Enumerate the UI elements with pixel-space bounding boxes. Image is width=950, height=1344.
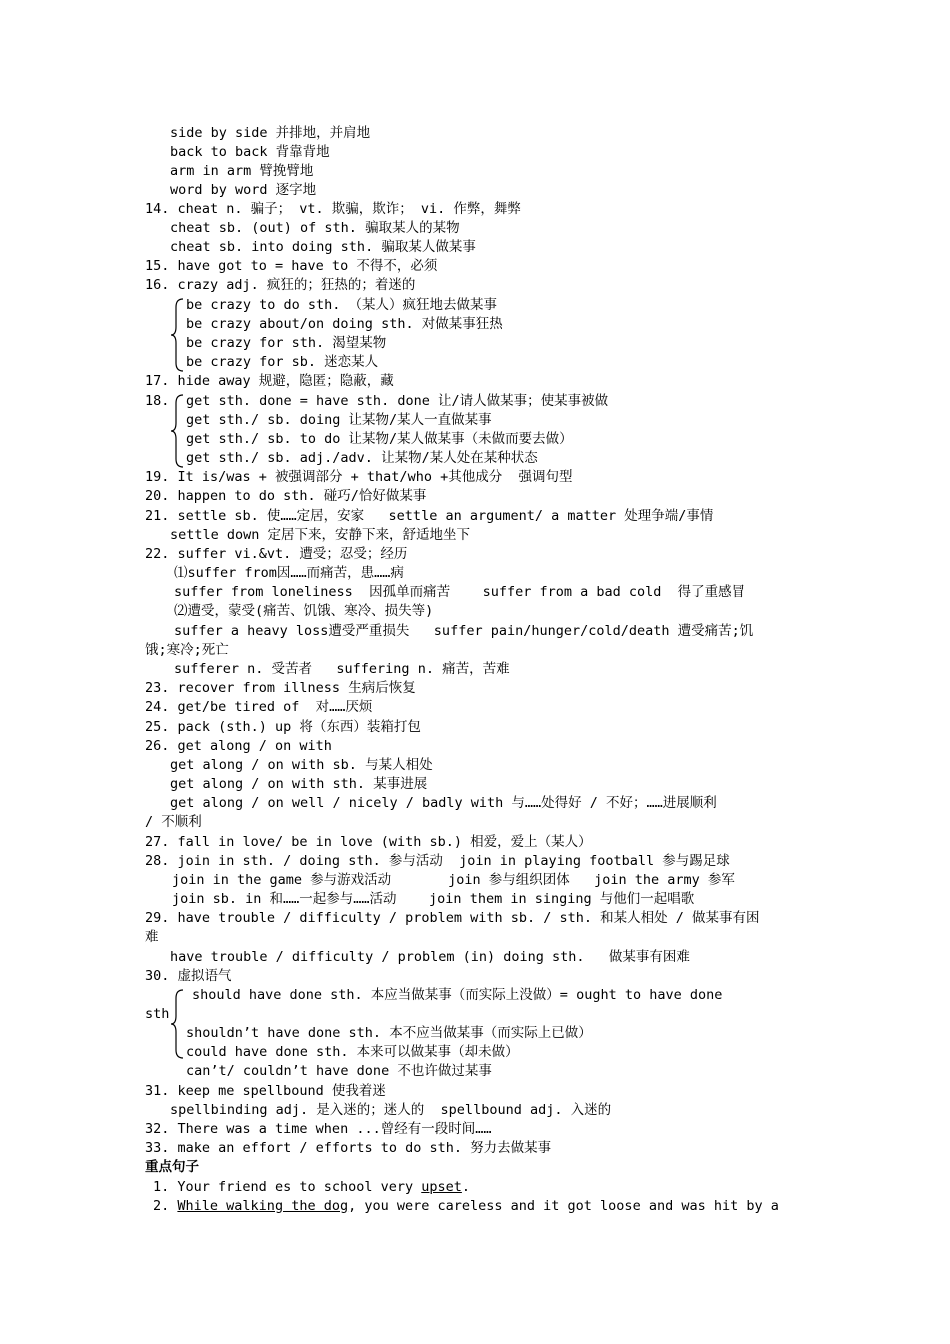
text-line: could have done sth. 本来可以做某事（却未做）	[186, 1044, 519, 1060]
text-line: / 不顺利	[145, 814, 202, 830]
text-line: 19. It is/was + 被强调部分 + that/who +其他成分 强调句型	[145, 469, 573, 485]
sentence-text: , you were careless and it got loose and was hit by a	[348, 1198, 779, 1214]
text-line: 25. pack (sth.) up 将（东西）装箱打包	[145, 719, 421, 735]
text-line: 30. 虚拟语气	[145, 968, 232, 984]
text-line: ⑵遭受，蒙受(痛苦、饥饿、寒冷、损失等)	[174, 603, 434, 619]
text-line: 17. hide away 规避，隐匿；隐蔽，藏	[145, 373, 394, 389]
text-line: join in the game 参与游戏活动 join 参与组织团体 join the army 参军	[172, 872, 735, 888]
text-line: 32. There was a time when ...曾经有一段时间……	[145, 1121, 492, 1137]
underlined-phrase: While walking the dog	[177, 1198, 349, 1214]
text-line: get along / on with sth. 某事进展	[170, 776, 428, 792]
text-line: be crazy for sb. 迷恋某人	[186, 354, 379, 370]
text-line: 31. keep me spellbound 使我着迷	[145, 1083, 386, 1099]
sentence-text: .	[461, 1179, 471, 1195]
text-line: have trouble / difficulty / problem (in) doing sth. 做某事有困难	[170, 949, 690, 965]
text-line: 14. cheat n. 骗子； vt. 欺骗，欺诈； vi. 作弊，舞弊	[145, 201, 521, 217]
text-line: 16. crazy adj. 疯狂的；狂热的；着迷的	[145, 277, 416, 293]
text-line: 29. have trouble / difficulty / problem with sb. / sth. 和某人相处 / 做某事有困	[145, 910, 760, 926]
text-line: be crazy for sth. 渴望某物	[186, 335, 387, 351]
text-line: get sth./ sb. adj./adv. 让某物/某人处在某种状态	[186, 450, 538, 466]
text-line: sufferer n. 受苦者 suffering n. 痛苦，苦难	[174, 661, 510, 677]
curly-brace-icon	[170, 297, 184, 373]
text-line: spellbinding adj. 是入迷的；迷人的 spellbound adj. 入迷的	[170, 1102, 612, 1118]
underlined-phrase: upset	[421, 1179, 462, 1195]
text-line: settle down 定居下来，安静下来，舒适地坐下	[170, 527, 471, 543]
text-line: 23. recover from illness 生病后恢复	[145, 680, 416, 696]
text-line: get sth. done = have sth. done 让/请人做某事；使某事被做	[186, 393, 609, 409]
text-line: side by side 并排地，并肩地	[170, 125, 371, 141]
text-line: get along / on well / nicely / badly with 与……处得好 / 不好；……进展顺利	[170, 795, 717, 811]
text-line: 21. settle sb. 使……定居，安家 settle an argument/ a matter 处理争端/事情	[145, 508, 714, 524]
text-line: 33. make an effort / efforts to do sth. 努力去做某事	[145, 1140, 552, 1156]
text-line: 15. have got to = have to 不得不，必须	[145, 258, 438, 274]
text-line: ⑴suffer from因……而痛苦，患……病	[174, 565, 404, 581]
sentence-item	[153, 1197, 820, 1216]
text-line: get sth./ sb. doing 让某物/某人一直做某事	[186, 412, 492, 428]
text-line: back to back 背靠背地	[170, 144, 330, 160]
sentence-number: 2.	[153, 1198, 170, 1214]
sentence-number: 1.	[153, 1179, 170, 1195]
text-line: cheat sb. into doing sth. 骗取某人做某事	[170, 239, 476, 255]
text-line: arm in arm 臂挽臂地	[170, 163, 314, 179]
text-line: 20. happen to do sth. 碰巧/恰好做某事	[145, 488, 427, 504]
text-line: be crazy about/on doing sth. 对做某事狂热	[186, 316, 503, 332]
text-line: 24. get/be tired of 对……厌烦	[145, 699, 373, 715]
text-line: cheat sb. (out) of sth. 骗取某人的某物	[170, 220, 460, 236]
text-line: 18.	[145, 393, 170, 409]
section-title: 重点句子	[145, 1159, 199, 1175]
text-line: join sb. in 和……一起参与……活动 join them in singing 与他们一起唱歌	[172, 891, 695, 907]
text-line: suffer from loneliness 因孤单而痛苦 suffer from a bad cold 得了重感冒	[174, 584, 746, 600]
text-line: get along / on with sb. 与某人相处	[170, 757, 433, 773]
text-line: sth	[145, 1006, 170, 1022]
text-line: get sth./ sb. to do 让某物/某人做某事（未做而要去做）	[186, 431, 573, 447]
text-line: be crazy to do sth. （某人）疯狂地去做某事	[186, 297, 498, 313]
sentence-text: Your friend es to school very	[177, 1179, 422, 1195]
sentence-item	[153, 1178, 810, 1197]
text-line: should have done sth. 本应当做某事（而实际上没做）= ought to have done	[192, 987, 723, 1003]
text-line: 22. suffer vi.&vt. 遭受；忍受；经历	[145, 546, 408, 562]
text-line: suffer a heavy loss遭受严重损失 suffer pain/hunger/cold/death 遭受痛苦;饥	[174, 623, 754, 639]
text-line: word by word 逐字地	[170, 182, 317, 198]
curly-brace-icon	[170, 988, 184, 1060]
text-line: 28. join in sth. / doing sth. 参与活动 join in playing football 参与踢足球	[145, 853, 730, 869]
text-line: 26. get along / on with	[145, 738, 332, 754]
text-line: shouldn’t have done sth. 本不应当做某事（而实际上已做）	[186, 1025, 592, 1041]
text-line: 难	[145, 929, 159, 945]
curly-brace-icon	[170, 393, 184, 469]
text-line: 27. fall in love/ be in love (with sb.) 相爱，爱上（某人）	[145, 834, 592, 850]
text-line: 饿;寒冷;死亡	[145, 642, 229, 658]
text-line: can’t/ couldn’t have done 不也许做过某事	[186, 1063, 492, 1079]
